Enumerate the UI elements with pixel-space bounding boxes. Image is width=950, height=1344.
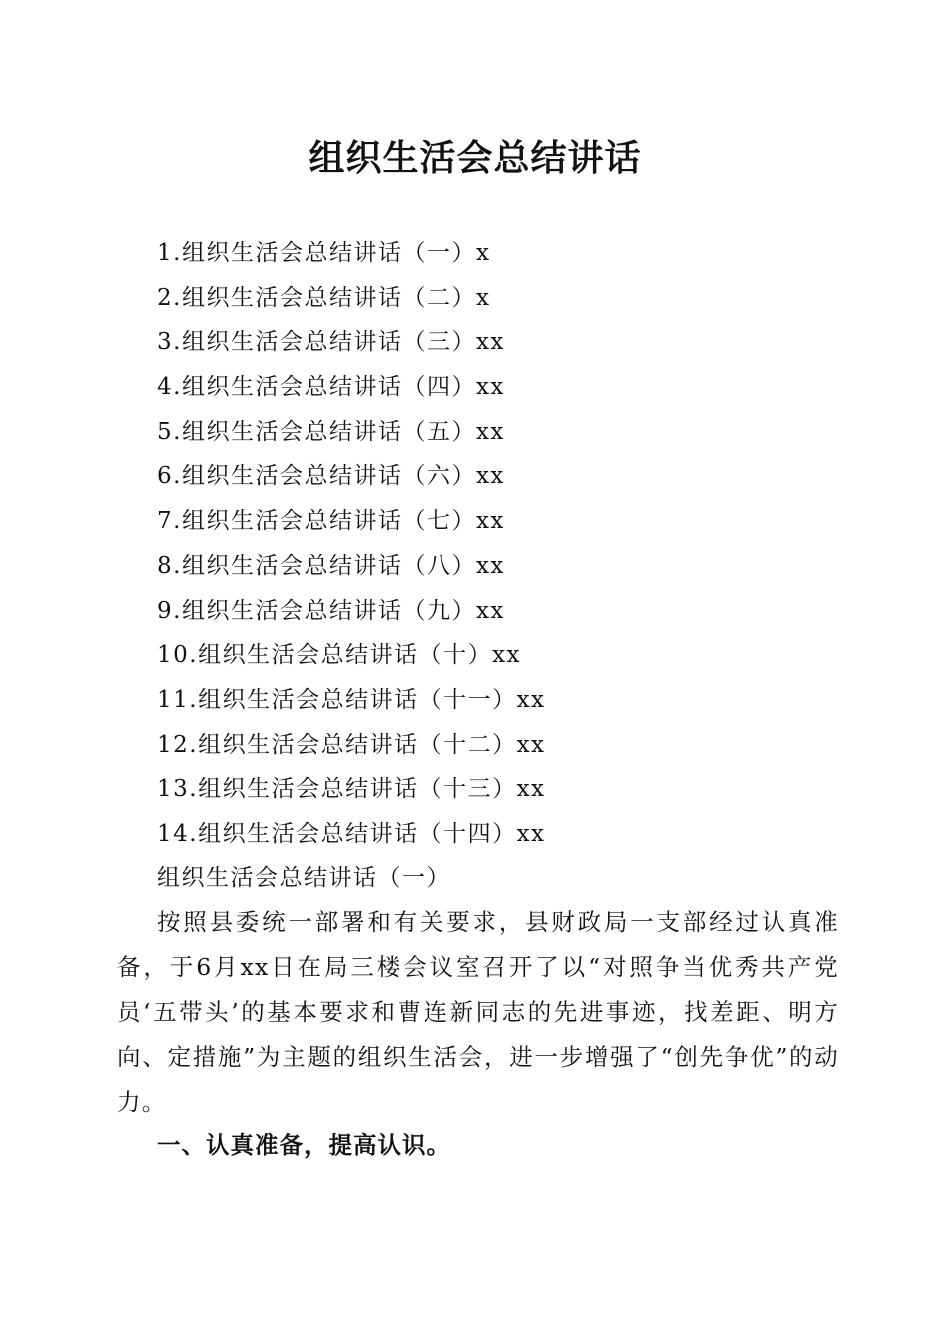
toc-item: 1.组织生活会总结讲话（一）x [157,240,491,266]
section-heading: 一、认真准备，提高认识。 [157,1131,451,1159]
toc-item: 6.组织生活会总结讲话（六）xx [157,463,505,490]
toc-item: 10.组织生活会总结讲话（十）xx [157,642,522,669]
toc-item: 7.组织生活会总结讲话（七）xx [157,508,505,535]
toc-item: 14.组织生活会总结讲话（十四）xx [157,820,546,847]
table-of-contents [157,231,546,857]
document-title: 组织生活会总结讲话 [308,138,642,179]
toc-item: 5.组织生活会总结讲话（五）xx [157,418,505,445]
body-paragraph: 按照县委统一部署和有关要求，县财政局一支部经过认真准备，于6月xx日在局三楼会议室召开了以“对照争当优秀共产党员‘五带头’的基本要求和曹连新同志的先进事迹，找差距、明方向、定措施”为主题的组织生活会，进一步增强了“创先争优”的动力。 [117,908,839,1116]
toc-item: 4.组织生活会总结讲话（四）xx [157,374,505,401]
toc-item: 13.组织生活会总结讲话（十三）xx [157,776,546,803]
toc-item: 3.组织生活会总结讲话（三）xx [157,329,505,356]
toc-item: 8.组织生活会总结讲话（八）xx [157,552,505,579]
toc-item: 11.组织生活会总结讲话（十一）xx [157,686,546,713]
toc-item: 12.组织生活会总结讲话（十二）xx [157,731,546,758]
toc-item: 2.组织生活会总结讲话（二）x [157,284,491,311]
toc-item: 9.组织生活会总结讲话（九）xx [157,597,505,624]
section-title: 组织生活会总结讲话（一） [157,865,451,891]
